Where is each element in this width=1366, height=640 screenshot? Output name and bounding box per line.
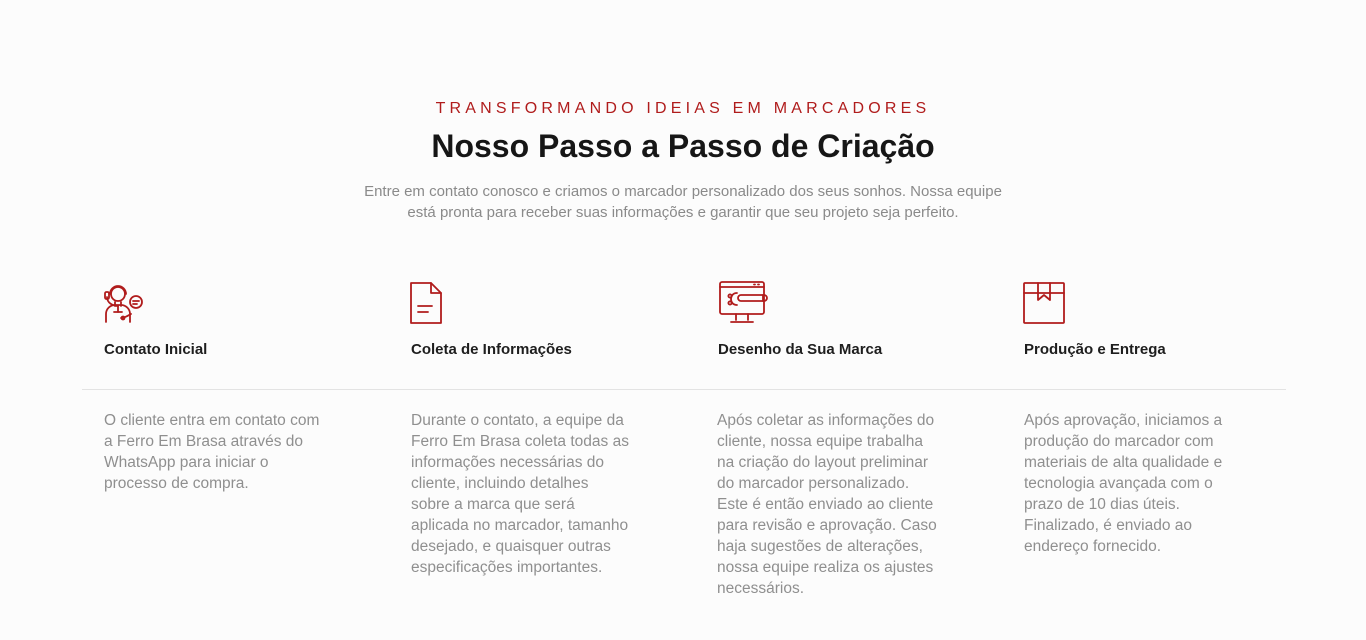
description-line: tecnologia avançada com o — [1024, 475, 1213, 492]
description-line: a Ferro Em Brasa através do — [104, 433, 303, 450]
description-line: WhatsApp para iniciar o — [104, 454, 269, 471]
description-line: necessários. — [717, 580, 805, 597]
steps-divider — [82, 389, 1286, 390]
step-title: Contato Inicial — [104, 341, 208, 358]
description-line: O cliente entra em contato com — [104, 412, 320, 429]
description-line: Este é então enviado ao cliente — [717, 496, 934, 513]
description-line: aplicada no marcador, tamanho — [411, 517, 629, 534]
step-title: Desenho da Sua Marca — [718, 341, 883, 358]
description-line: processo de compra. — [104, 475, 249, 492]
description-line: na criação do layout preliminar — [717, 454, 929, 471]
description-line: Finalizado, é enviado ao — [1024, 517, 1193, 534]
support-agent-icon — [101, 280, 147, 326]
package-box-icon — [1021, 280, 1067, 326]
section-subtitle — [283, 181, 1083, 223]
design-monitor-icon — [718, 280, 770, 326]
document-icon — [403, 280, 449, 326]
section-title: Nosso Passo a Passo de Criação — [431, 128, 935, 164]
description-line: sobre a marca que será — [411, 496, 575, 513]
step-title: Produção e Entrega — [1024, 341, 1166, 358]
description-line: produção do marcador com — [1024, 433, 1214, 450]
description-line: especificações importantes. — [411, 559, 603, 576]
description-line: materiais de alta qualidade e — [1024, 454, 1223, 471]
description-line: prazo de 10 dias úteis. — [1024, 496, 1180, 513]
step-description — [1024, 410, 1269, 557]
step-description — [411, 410, 656, 578]
step-description — [104, 410, 349, 494]
description-line: para revisão e aprovação. Caso — [717, 517, 937, 534]
description-line: cliente, nossa equipe trabalha — [717, 433, 923, 450]
description-line: endereço fornecido. — [1024, 538, 1162, 555]
section-eyebrow: TRANSFORMANDO IDEIAS EM MARCADORES — [435, 100, 931, 117]
description-line: desejado, e quaisquer outras — [411, 538, 611, 555]
description-line: informações necessárias do — [411, 454, 604, 471]
description-line: do marcador personalizado. — [717, 475, 910, 492]
step-description — [717, 410, 962, 599]
description-line: Ferro Em Brasa coleta todas as — [411, 433, 629, 450]
description-line: nossa equipe realiza os ajustes — [717, 559, 934, 576]
description-line: Durante o contato, a equipe da — [411, 412, 624, 429]
description-line: Após aprovação, iniciamos a — [1024, 412, 1223, 429]
description-line: haja sugestões de alterações, — [717, 538, 923, 555]
subtitle-line: está pronta para receber suas informações e garantir que seu projeto seja perfeito. — [407, 204, 959, 221]
subtitle-line: Entre em contato conosco e criamos o marcador personalizado dos seus sonhos. Nossa equipe — [364, 183, 1002, 200]
step-title: Coleta de Informações — [411, 341, 572, 358]
description-line: cliente, incluindo detalhes — [411, 475, 589, 492]
description-line: Após coletar as informações do — [717, 412, 935, 429]
